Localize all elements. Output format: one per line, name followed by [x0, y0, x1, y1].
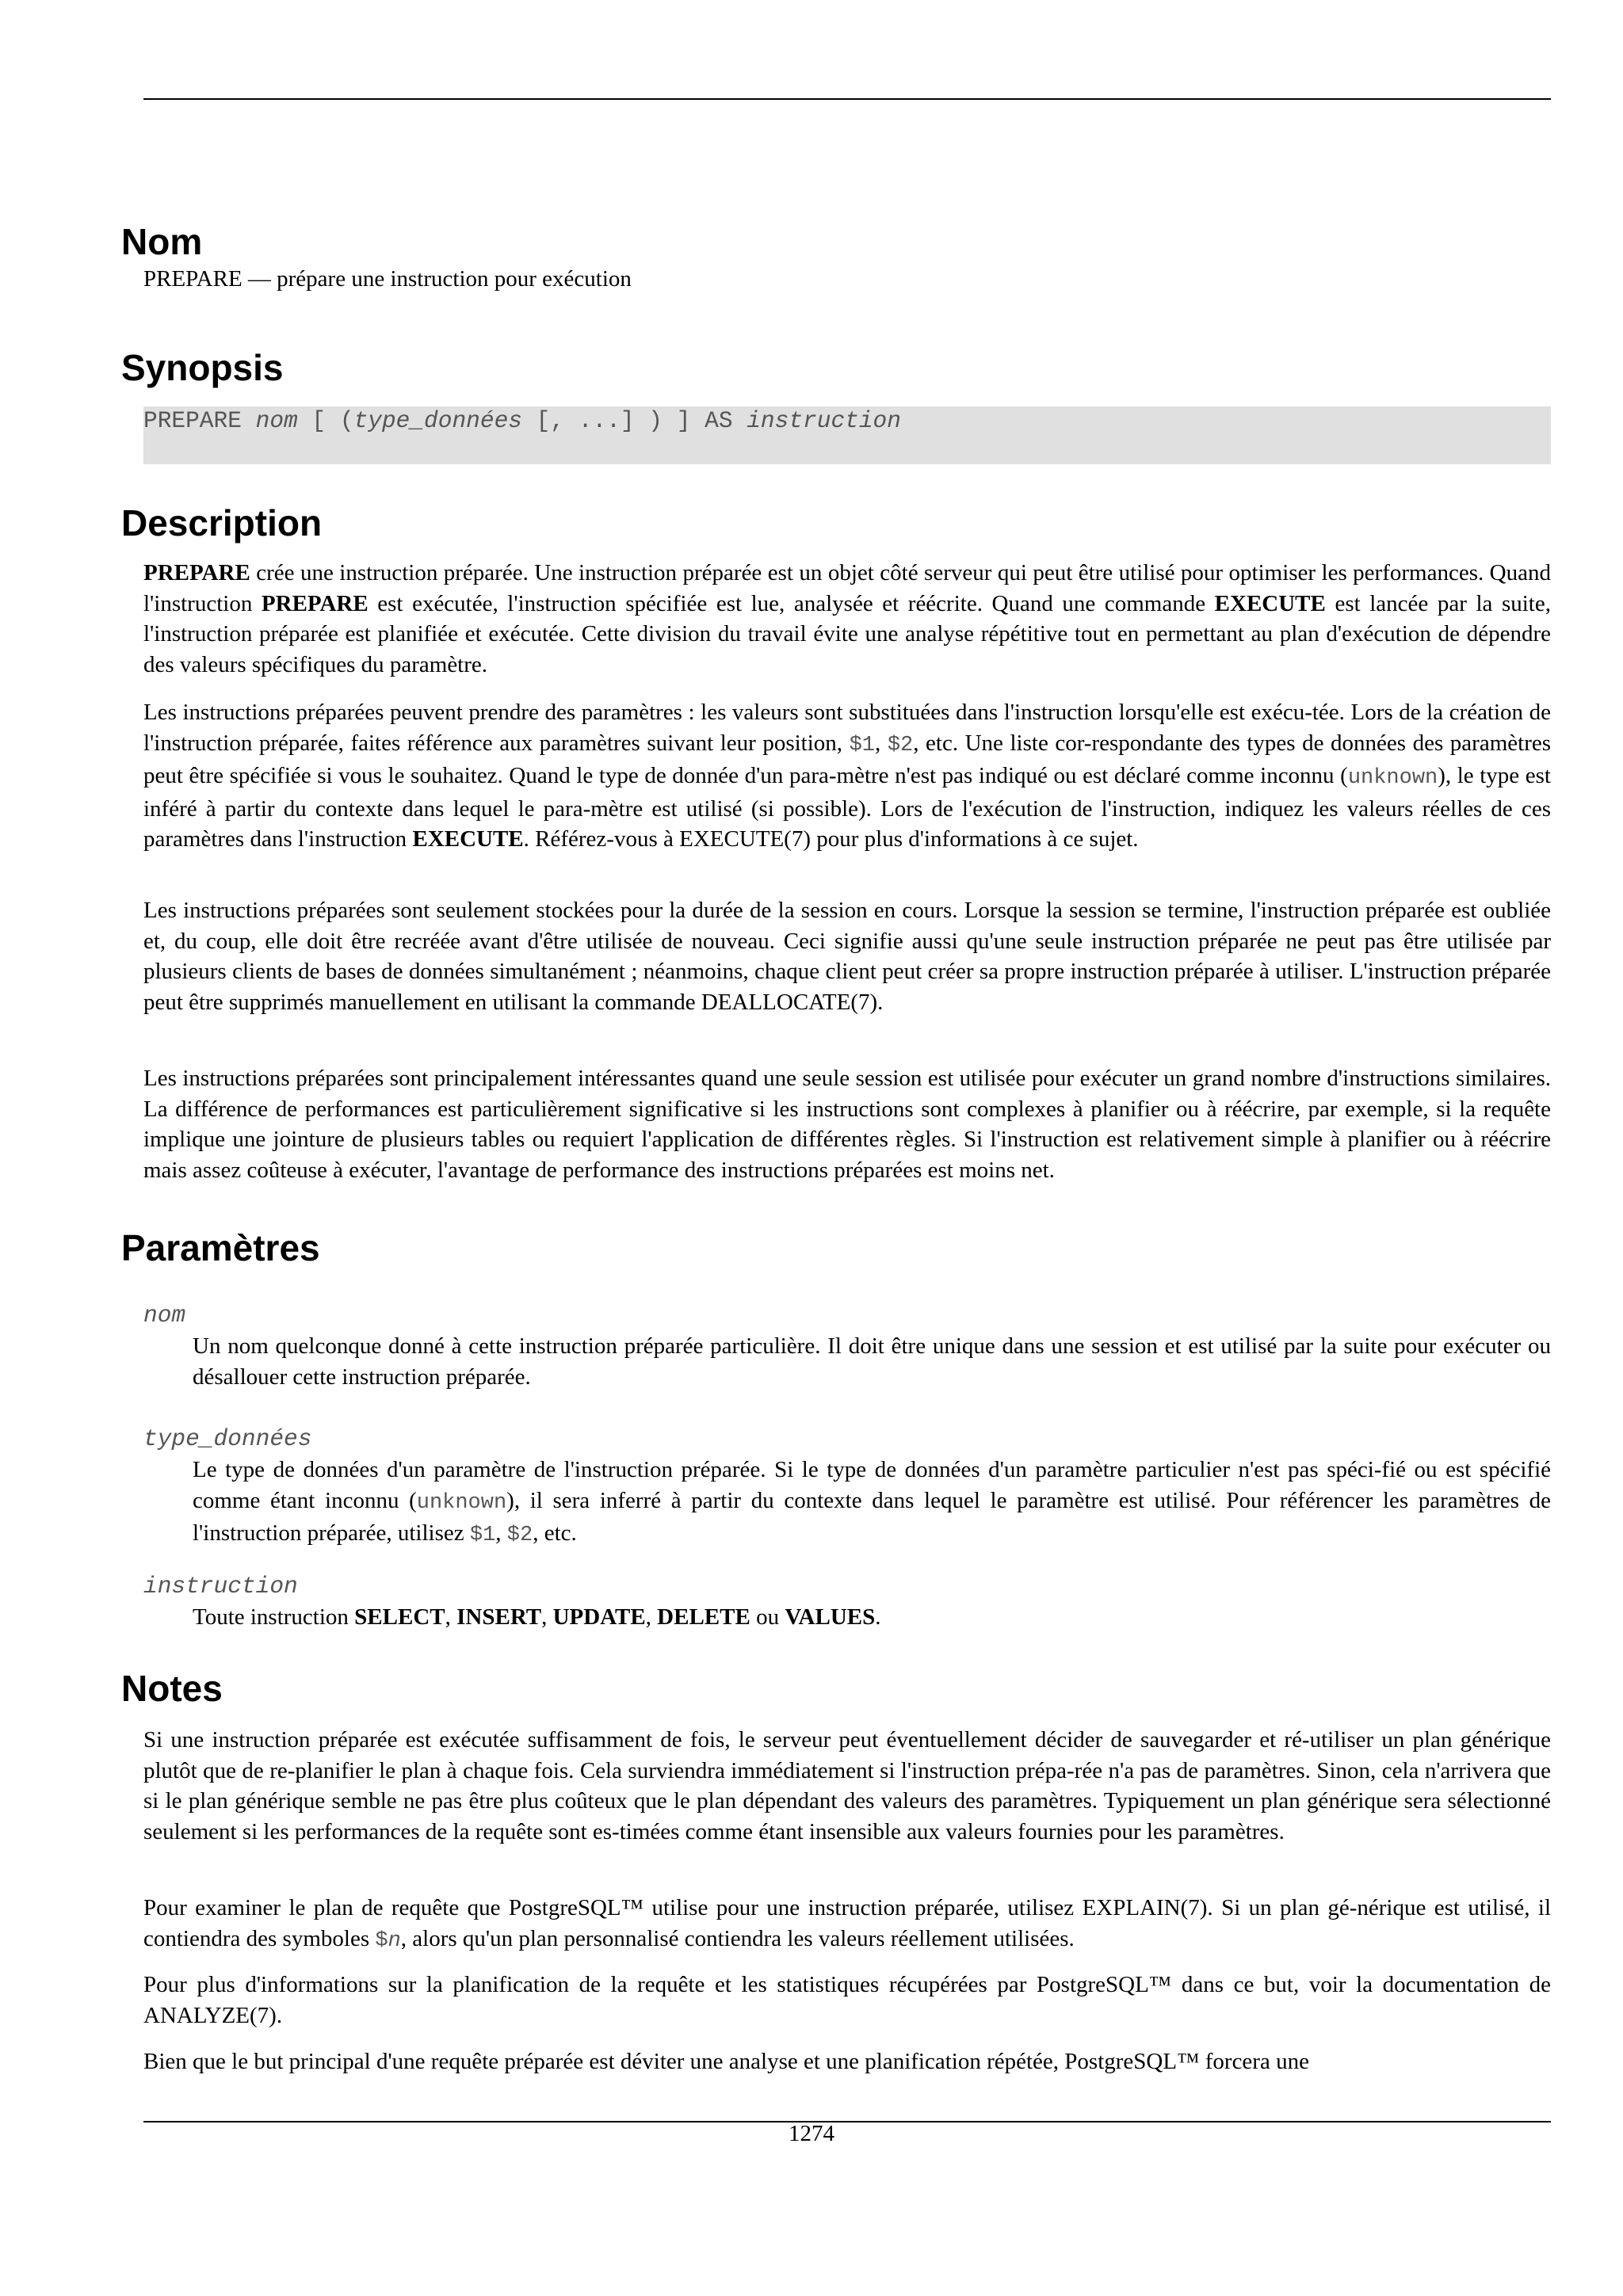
- text-run: Les instructions préparées peuvent prendre des paramètres : les valeurs sont substituées dans l'instruction lorsqu'elle est exécu-tée. Lors de la création de l'instruction préparée, faites référence aux paramètres suivant leur position,: [143, 700, 1551, 756]
- text-run: ,: [645, 1604, 658, 1630]
- bold-term: SELECT: [354, 1604, 445, 1630]
- bold-term: PREPARE: [261, 590, 369, 616]
- description-paragraph-3: Les instructions préparées sont seulement stockées pour la durée de la session en cours. Lorsque la session se termine, l'instruction préparée est oubliée et, du coup, elle doit être recréée avant d'être utilisée de nouveau. Ceci signifie aussi qu'une seule instruction préparée ne peut pas être utilisée par plusieurs clients de bases de données simultanément ; néanmoins, chaque client peut créer sa propre instruction préparée à utiliser. L'instruction préparée peut être supprimés manuellement en utilisant la commande DEALLOCATE(7).: [143, 898, 1551, 1015]
- text-run: , alors qu'un plan personnalisé contiendra les valeurs réellement utilisées.: [400, 1925, 1075, 1951]
- page-number: 1274: [789, 2121, 834, 2146]
- heading-synopsis: Synopsis: [121, 347, 284, 388]
- text-run: ), il sera inferré à partir du contexte dans lequel le paramètre est utilisé. Pour référencer les paramètres de l'instruction préparée, utilisez: [193, 1487, 1551, 1547]
- code-type: type_données: [353, 407, 522, 434]
- text-run: Toute instruction: [193, 1604, 355, 1630]
- bold-term: VALUES: [785, 1604, 876, 1630]
- code-inline: $: [375, 1928, 388, 1953]
- text-run: ,: [495, 1520, 507, 1547]
- code-cmd: PREPARE: [143, 407, 256, 434]
- heading-nom: Nom: [121, 221, 203, 262]
- code-inline-italic: n: [388, 1928, 401, 1953]
- text-run: ), le type est inféré à partir du contexte dans lequel le para-mètre est utilisé (si possible). Lors de l'exécution de l'instruction, indiquez les valeurs réelles de ces paramètres dans l'instruction: [143, 763, 1551, 852]
- bold-term: PREPARE: [143, 560, 250, 585]
- description-paragraph-1: [143, 558, 1551, 680]
- text-run: ,: [445, 1604, 457, 1630]
- notes-paragraph-2: [143, 1893, 1551, 1956]
- code-part: [, ...] ) ] AS: [521, 407, 747, 434]
- bold-term: EXECUTE: [412, 826, 524, 852]
- text-run: ,: [875, 730, 888, 756]
- param-term-type-donnees: type_données: [143, 1425, 312, 1452]
- code-inline: $2: [506, 1524, 533, 1548]
- text-run: Le type de données d'un paramètre de l'instruction préparée. Si le type de données d'un paramètre particulier n'est pas spéci-fié ou est spécifié comme étant inconnu (: [193, 1457, 1551, 1513]
- code-stmt: instruction: [747, 407, 901, 434]
- notes-paragraph-3: Pour plus d'informations sur la planification de la requête et les statistiques récupérées par PostgreSQL™ dans ce but, voir la documentation de ANALYZE(7).: [143, 1972, 1551, 2028]
- text-run: ,: [541, 1604, 553, 1630]
- text-run: crée une instruction préparée. Une instruction préparée est un objet côté serveur qui peut être utilisé pour optimiser les performances. Quand l'instruction: [143, 560, 1551, 616]
- notes-paragraph-1: Si une instruction préparée est exécutée suffisamment de fois, le serveur peut éventuellement décider de sauvegarder et ré-utiliser un plan générique plutôt que de re-planifier le plan à chaque fois. Cela surviendra immédiatement si l'instruction prépa-rée n'a pas de paramètres. Sinon, cela n'arrivera que si le plan générique semble ne pas être plus coûteux que le plan dépendant des valeurs des paramètres. Typiquement un plan générique sera sélectionné seulement si les performances de la requête sont es-timées comme étant insensible aux valeurs fournies pour les paramètres.: [143, 1727, 1551, 1844]
- bold-term: INSERT: [456, 1604, 542, 1630]
- text-run: est lancée par la suite, l'instruction préparée est planifiée et exécutée. Cette division du travail évite une analyse répétitive tout en permettant au plan d'exécution de dépendre des valeurs spécifiques du paramètre.: [143, 590, 1551, 677]
- code-part: [ (: [297, 407, 354, 434]
- code-inline: $1: [849, 733, 875, 757]
- notes-paragraph-4: Bien que le but principal d'une requête préparée est déviter une analyse et une planification répétée, PostgreSQL™ forcera une: [143, 2049, 1309, 2074]
- param-term-nom: nom: [143, 1302, 186, 1329]
- code-inline: unknown: [416, 1490, 507, 1515]
- param-def-type-donnees: [193, 1455, 1551, 1551]
- code-inline: $1: [469, 1524, 496, 1548]
- text-run: . Référez-vous à EXECUTE(7) pour plus d'informations à ce sujet.: [523, 826, 1139, 852]
- text-run: ou: [750, 1604, 785, 1630]
- text-run: , etc. Une liste cor-respondante des types de données des paramètres peut être spécifiée si vous le souhaitez. Quand le type de donnée d'un para-mètre n'est pas indiqué ou est déclaré comme inconnu (: [143, 730, 1552, 789]
- text-run: .: [875, 1604, 881, 1630]
- bold-term: UPDATE: [552, 1604, 646, 1630]
- code-inline: $2: [887, 733, 914, 757]
- param-def-nom: Un nom quelconque donné à cette instruction préparée particulière. Il doit être unique dans une session et est utilisé par la suite pour exécuter ou désallouer cette instruction préparée.: [193, 1333, 1551, 1390]
- bold-term: EXECUTE: [1214, 590, 1326, 616]
- header-rule: [143, 98, 1551, 100]
- synopsis-code: [143, 406, 901, 436]
- description-paragraph-2: [143, 697, 1551, 855]
- bold-term: DELETE: [657, 1604, 750, 1630]
- text-run: , etc.: [533, 1520, 577, 1547]
- heading-notes: Notes: [121, 1668, 223, 1709]
- text-run: Pour examiner le plan de requête que PostgreSQL™ utilise pour une instruction préparée, utilisez EXPLAIN(7). Si un plan gé-nérique est utilisé, il contiendra des symboles: [143, 1895, 1551, 1951]
- param-def-instruction: [193, 1602, 1551, 1633]
- description-paragraph-4: Les instructions préparées sont principalement intéressantes quand une seule session est utilisée pour exécuter un grand nombre d'instructions similaires. La différence de performances est particulièrement significative si les instructions sont complexes à planifier ou à réécrire, par exemple, si la requête implique une jointure de plusieurs tables ou requiert l'application de différentes règles. Si l'instruction est relativement simple à planifier ou à réécrire mais assez coûteuse à exécuter, l'avantage de performance des instructions préparées est moins net.: [143, 1066, 1551, 1183]
- heading-description: Description: [121, 502, 323, 543]
- code-inline: unknown: [1347, 766, 1438, 791]
- heading-parametres: Paramètres: [121, 1227, 320, 1268]
- code-name: nom: [255, 407, 298, 434]
- text-run: est exécutée, l'instruction spécifiée est lue, analysée et réécrite. Quand une commande: [368, 590, 1215, 616]
- nom-text: PREPARE — prépare une instruction pour exécution: [143, 266, 632, 292]
- param-term-instruction: instruction: [143, 1573, 298, 1600]
